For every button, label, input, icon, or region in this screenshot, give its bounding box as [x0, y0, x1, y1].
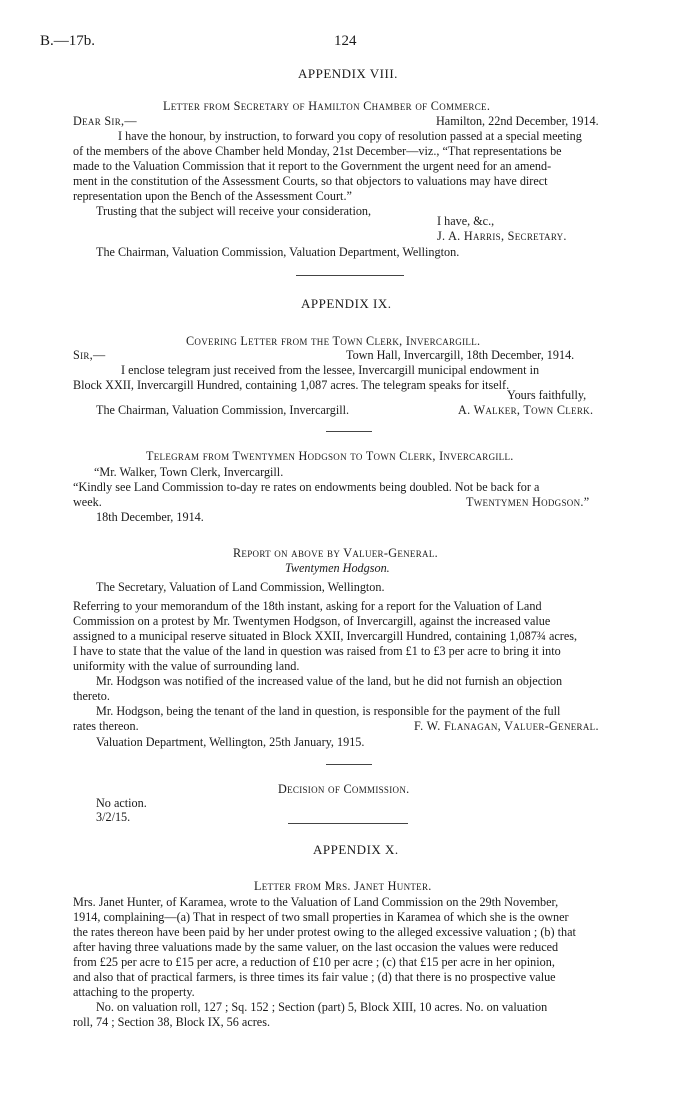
report-body-line: uniformity with the value of surrounding land.	[73, 659, 300, 673]
appendix-10-body-line: Mrs. Janet Hunter, of Karamea, wrote to the Valuation of Land Commission on the 29th November,	[73, 895, 559, 909]
appendix-10-body-line: roll, 74 ; Section 38, Block IX, 56 acres.	[73, 1015, 270, 1029]
telegram-date: 18th December, 1914.	[96, 510, 204, 524]
appendix-8-title: APPENDIX VIII.	[298, 66, 398, 81]
telegram-signature: Twentymen Hodgson.”	[466, 495, 590, 509]
appendix-9-addressee: The Chairman, Valuation Commission, Invercargill.	[96, 403, 350, 417]
appendix-9-title: APPENDIX IX.	[301, 296, 392, 311]
appendix-10-title: APPENDIX X.	[313, 842, 399, 857]
appendix-10-body-line: from £25 per acre to £15 per acre, a reduction of £10 per acre ; (c) that £15 per acre in her opinion,	[73, 955, 555, 969]
telegram-title: Telegram from Twentymen Hodgson to Town Clerk, Invercargill.	[146, 449, 514, 463]
telegram-body-line: “Kindly see Land Commission to-day re rates on endowments being doubled. Not be back for a	[73, 480, 540, 494]
appendix-10-body-line: the rates thereon have been paid by her under protest owing to the alleged excessive valuation ; (b) that	[73, 925, 576, 939]
section-divider	[296, 275, 404, 276]
report-body-line: thereto.	[73, 689, 110, 703]
appendix-8-closing: I have, &c.,	[437, 214, 495, 228]
decision-text: No action.	[96, 796, 147, 810]
appendix-9-body-line: I enclose telegram just received from the lessee, Invercargill municipal endowment in	[121, 363, 540, 377]
report-title: Report on above by Valuer-General.	[233, 546, 438, 560]
report-body-line: Referring to your memorandum of the 18th instant, asking for a report for the Valuation of Land	[73, 599, 542, 613]
report-body-line: Mr. Hodgson was notified of the increased value of the land, but he did not furnish an objection	[96, 674, 563, 688]
appendix-9-place-date: Town Hall, Invercargill, 18th December, 1914.	[346, 348, 575, 362]
appendix-8-signature: J. A. Harris, Secretary.	[437, 229, 567, 243]
appendix-10-body-line: after having three valuations made by the same valuer, on the last occasion the values were reduced	[73, 940, 559, 954]
section-divider	[326, 431, 372, 432]
appendix-8-salutation: Dear Sir,—	[73, 114, 137, 128]
report-addressee: The Secretary, Valuation of Land Commission, Wellington.	[96, 580, 385, 594]
report-subtitle: Twentymen Hodgson.	[285, 561, 390, 575]
appendix-9-signature: A. Walker, Town Clerk.	[458, 403, 594, 417]
telegram-recipient: “Mr. Walker, Town Clerk, Invercargill.	[94, 465, 284, 479]
page-number: 124	[334, 33, 357, 49]
appendix-8-body-line: ment in the constitution of the Assessment Courts, so that objectors to valuations may have direct	[73, 174, 548, 188]
decision-date: 3/2/15.	[96, 810, 131, 824]
appendix-10-body-line: No. on valuation roll, 127 ; Sq. 152 ; Section (part) 5, Block XIII, 10 acres. No. on valuation	[96, 1000, 548, 1014]
section-divider	[288, 823, 408, 824]
section-divider	[326, 764, 372, 765]
report-body-line: assigned to a municipal reserve situated in Block XXII, Invercargill Hundred, containing 1,087¾ acres,	[73, 629, 578, 643]
telegram-body-line: week.	[73, 495, 102, 509]
appendix-10-body-line: 1914, complaining—(a) That in respect of two small properties in Karamea of which she is the owner	[73, 910, 569, 924]
appendix-8-body-line: made to the Valuation Commission that it report to the Government the urgent need for an amend-	[73, 159, 552, 173]
report-body-line: Commission on a protest by Mr. Twentymen Hodgson, of Invercargill, against the increased value	[73, 614, 551, 628]
appendix-9-body-line: Block XXII, Invercargill Hundred, containing 1,087 acres. The telegram speaks for itself.	[73, 378, 510, 392]
decision-title: Decision of Commission.	[278, 782, 410, 796]
report-signature: F. W. Flanagan, Valuer-General.	[414, 719, 599, 733]
appendix-8-body-line: I have the honour, by instruction, to forward you copy of resolution passed at a special meeting	[118, 129, 582, 143]
appendix-9-closing: Yours faithfully,	[507, 388, 587, 402]
appendix-8-body-line: Trusting that the subject will receive your consideration,	[96, 204, 372, 218]
appendix-8-subtitle: Letter from Secretary of Hamilton Chamber of Commerce.	[163, 99, 491, 113]
appendix-8-addressee: The Chairman, Valuation Commission, Valuation Department, Wellington.	[96, 245, 460, 259]
report-body-line: Mr. Hodgson, being the tenant of the land in question, is responsible for the payment of the full	[96, 704, 561, 718]
report-place-date: Valuation Department, Wellington, 25th January, 1915.	[96, 735, 365, 749]
appendix-8-body-line: representation upon the Bench of the Assessment Court.”	[73, 189, 352, 203]
appendix-8-body-line: of the members of the above Chamber held Monday, 21st December—viz., “That representations be	[73, 144, 562, 158]
document-reference: B.—17b.	[40, 33, 96, 49]
appendix-9-salutation: Sir,—	[73, 348, 106, 362]
appendix-9-subtitle: Covering Letter from the Town Clerk, Invercargill.	[186, 334, 481, 348]
report-body-line: I have to state that the value of the land in question was raised from £1 to £3 per acre to bring it into	[73, 644, 561, 658]
report-body-line: rates thereon.	[73, 719, 139, 733]
appendix-10-subtitle: Letter from Mrs. Janet Hunter.	[254, 879, 432, 893]
appendix-10-body-line: attaching to the property.	[73, 985, 195, 999]
appendix-10-body-line: and also that of practical farmers, is three times its fair value ; (d) that there is no prospective value	[73, 970, 556, 984]
appendix-8-place-date: Hamilton, 22nd December, 1914.	[436, 114, 599, 128]
